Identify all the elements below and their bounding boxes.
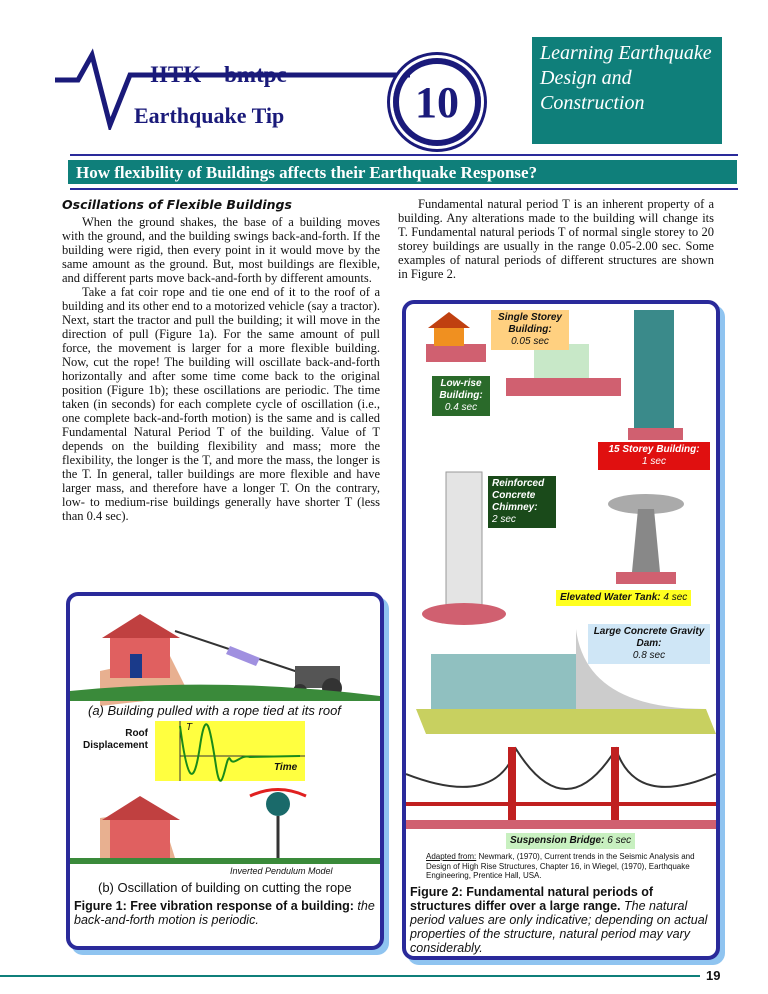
footer-rule (0, 975, 700, 977)
divider (70, 188, 738, 190)
label-15-storey: 15 Storey Building: 1 sec (598, 442, 710, 470)
series-title: Learning Earthquake Design and Construction (532, 37, 722, 144)
source-citation: Adapted from: Newmark, (1970), Current trends in the Seismic Analysis and Design of High Rise Structures, Chapter 16, in Wiegel, (1970), Earthquake Engineering, Prentice Hall, USA. (426, 852, 695, 880)
figure-2-caption: Figure 2: Fundamental natural periods of structures differ over a large range. The natural period values are only indicative; depending on actual properties of the structure, natural period may vary considerably. (410, 885, 708, 955)
label-bridge: Suspension Bridge: 6 sec (506, 833, 635, 849)
caption-a: (a) Building pulled with a rope tied at its roof (88, 703, 341, 718)
axis-x-label: Time (274, 762, 298, 773)
page-number: 19 (706, 968, 721, 983)
caption-b: (b) Oscillation of building on cutting the rope (98, 880, 352, 895)
right-column (398, 197, 714, 281)
logo-title: IITK – bmtpc (150, 62, 287, 87)
paragraph: When the ground shakes, the base of a building moves with the ground, and the building swings back-and-forth. If the building were rigid, then every point in it would move by the same amount as the ground. But, most buildings are flexible, and different parts move back-and-forth by different amounts. (62, 215, 380, 285)
divider (70, 154, 738, 156)
tip-number-badge: 10 (393, 58, 481, 146)
left-column (62, 197, 380, 523)
axis-y-label: Roof Displacement (82, 728, 148, 751)
label-dam: Large Concrete Gravity Dam: 0.8 sec (588, 624, 710, 664)
label-chimney: Reinforced Concrete Chimney: 2 sec (488, 476, 556, 528)
label-single-storey: Single Storey Building: 0.05 sec (491, 310, 569, 350)
pendulum-label: Inverted Pendulum Model (230, 866, 333, 876)
label-low-rise: Low-rise Building: 0.4 sec (432, 376, 490, 416)
logo-subtitle: Earthquake Tip (134, 103, 285, 128)
figure-1 (66, 592, 384, 950)
figure-2 (402, 300, 720, 960)
paragraph: Fundamental natural period T is an inherent property of a building. Any alterations made to the building will change its T. Fundamental natural periods T of normal single storey to 20 storey buildings are usually in the range 0.05-2.00 sec. Some examples of natural periods of different structures are shown in Figure 2. (398, 197, 714, 281)
page-title: How flexibility of Buildings affects their Earthquake Response? (68, 158, 737, 184)
label-water-tank: Elevated Water Tank: 4 sec (556, 590, 691, 606)
figure-1-caption: Figure 1: Free vibration response of a building: the back-and-forth motion is periodic. (74, 899, 375, 927)
period-label: T (186, 722, 193, 733)
section-heading: Oscillations of Flexible Buildings (62, 197, 292, 212)
paragraph: Take a fat coir rope and tie one end of it to the roof of a building and its other end to a motorized vehicle (say a tractor). Next, start the tractor and pull the building; it will move in the direction of pull (Figure 1a). For the same amount of pull force, the movement is larger for a more flexible building. Now, cut the rope! The building will oscillate back-and-forth horizontally and after some time come back to the original position (Figure 1b); these oscillations are periodic. The time taken (in seconds) for each complete cycle of oscillation (i.e., one complete back-and-forth motion) is the same and is called Fundamental Natural Period T of the building. Value of T depends on the building flexibility and mass; more the flexibility, the longer is the T, and more the mass, the longer is the T. In general, taller buildings are more flexible and have larger mass, and therefore have a longer T. On the contrary, low- to medium-rise buildings generally have shorter T (less than 0.4 sec). (62, 285, 380, 523)
